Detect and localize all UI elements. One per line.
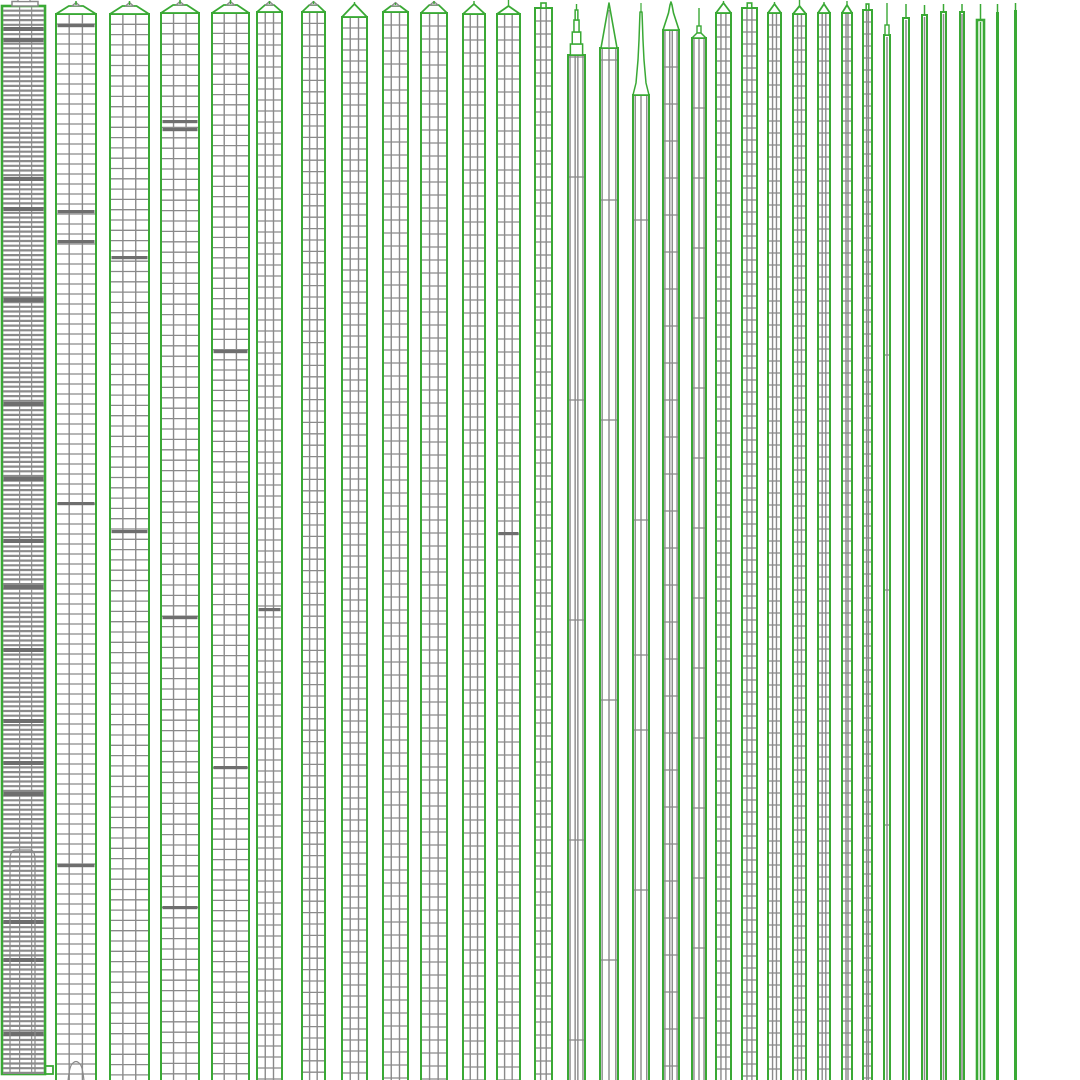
- tower-22: [793, 0, 806, 1080]
- tower-18: [692, 8, 706, 1080]
- tower-6: [257, 1, 282, 1080]
- tower-32: [996, 4, 999, 1080]
- tower-1: [2, 0, 53, 1074]
- tower-26: [884, 3, 890, 1080]
- tower-15: [600, 3, 618, 1080]
- tower-11: [463, 1, 485, 1080]
- tower-9: [383, 3, 408, 1080]
- tower-27: [903, 4, 909, 1080]
- tower-33: [1014, 3, 1017, 1080]
- tower-24: [842, 1, 852, 1080]
- tower-8: [342, 2, 367, 1080]
- tower-29: [941, 4, 946, 1080]
- tower-19: [716, 1, 731, 1080]
- tower-17: [663, 2, 679, 1080]
- tower-4: [161, 0, 199, 1080]
- tower-2: [56, 1, 96, 1080]
- tower-16: [633, 3, 649, 1080]
- tower-30: [960, 4, 964, 1080]
- tower-12: [497, 0, 520, 1080]
- tower-13: [535, 3, 552, 1080]
- tower-14: [568, 4, 585, 1080]
- tower-5: [212, 0, 249, 1080]
- tower-20: [742, 3, 757, 1080]
- tower-3: [110, 1, 149, 1080]
- tower-23: [818, 2, 830, 1080]
- tower-28: [922, 5, 927, 1080]
- tower-10: [421, 1, 447, 1080]
- tower-25: [863, 4, 872, 1080]
- tower-31: [977, 4, 984, 1080]
- tower-21: [768, 2, 781, 1080]
- tower-7: [302, 1, 325, 1080]
